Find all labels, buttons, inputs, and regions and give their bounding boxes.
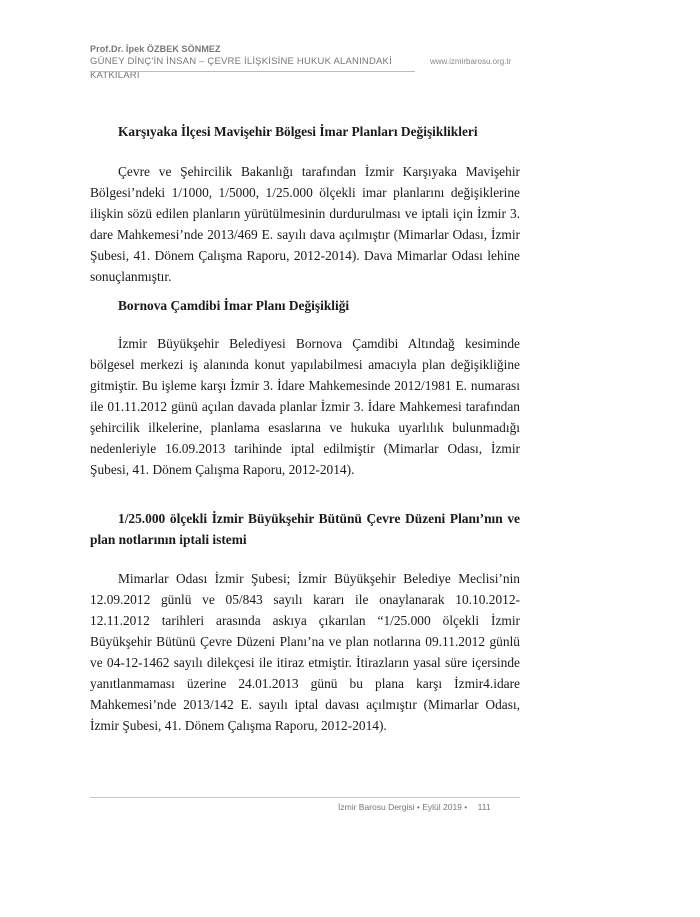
section-body-camdibi (90, 333, 520, 480)
footer-journal: İzmir Barosu Dergisi • Eylül 2019 • (338, 802, 468, 812)
header-title-line-2: KATKILARI (90, 70, 140, 81)
section-heading-mavisehir: Karşıyaka İlçesi Mavişehir Bölgesi İmar Planları Değişiklikleri (118, 124, 478, 139)
header-author: Prof.Dr. İpek ÖZBEK SÖNMEZ (90, 44, 221, 54)
footer-divider (90, 797, 520, 798)
header-divider (90, 71, 415, 72)
section-heading-cevre-duzeni: 1/25.000 ölçekli İzmir Büyükşehir Bütünü Çevre Düzeni Planı’nın ve plan notlarının iptali istemi (90, 511, 520, 547)
section-body-cevre-duzeni (90, 568, 520, 736)
page-footer (338, 802, 491, 812)
section-body-mavisehir (90, 161, 520, 287)
paragraph: Çevre ve Şehircilik Bakanlığı tarafından İzmir Karşıyaka Mavişehir Bölgesi’ndeki 1/1000, 1/5000, 1/25.000 ölçekli imar planlarını değişiklerine ilişkin sözü edilen planların yürütülmesinin durdurulması ve iptali için İzmir 3. dare Mahkemesi’nde 2013/469 E. sayılı dava açılmıştır (Mimarlar Odası, İzmir Şubesi, 41. Dönem Çalışma Raporu, 2012-2014). Dava Mimarlar Odası lehine sonuçlanmıştır. (90, 164, 520, 284)
section-heading-camdibi: Bornova Çamdibi İmar Planı Değişikliği (118, 298, 350, 313)
page-number: 111 (477, 802, 491, 812)
paragraph: Mimarlar Odası İzmir Şubesi; İzmir Büyükşehir Belediye Meclisi’nin 12.09.2012 günlü ve 05/843 sayılı kararı ile onaylanarak 10.10.2012-12.11.2012 tarihleri arasında askıya çıkarılan “1/25.000 ölçekli İzmir Büyükşehir Bütünü Çevre Düzeni Planı’na ve plan notlarına 09.11.2012 günlü ve 04-12-1462 sayılı dilekçesi ile itiraz etmiştir. İtirazların yasal süre içersinde yanıtlanmaması üzerine 24.01.2013 günü bu plana karşı İzmir4.idare Mahkemesi’nde 2013/142 E. sayılı iptal davası açılmıştır (Mimarlar Odası, İzmir Şubesi, 41. Dönem Çalışma Raporu, 2012-2014). (90, 571, 520, 733)
header-title-line-1: GÜNEY DİNÇ'İN İNSAN – ÇEVRE İLİŞKİSİNE HUKUK ALANINDAKİ (90, 56, 392, 67)
header-website: www.izmirbarosu.org.tr (430, 57, 512, 66)
paragraph: İzmir Büyükşehir Belediyesi Bornova Çamdibi Altındağ kesiminde bölgesel merkezi iş alanında konut yapılabilmesi amacıyla plan değişikliğine gitmiştir. Bu işleme karşı İzmir 3. İdare Mahkemesinde 2012/1981 E. numarası ile 01.11.2012 günü açılan davada planlar İzmir 3. İdare Mahkemesi tarafından şehircilik ilkelerine, planlama esaslarına ve hukuka uyarlılık bulunmadığı nedenleriyle 16.09.2013 tarihinde iptal edilmiştir (Mimarlar Odası, İzmir Şubesi, 41. Dönem Çalışma Raporu, 2012-2014). (90, 336, 520, 477)
